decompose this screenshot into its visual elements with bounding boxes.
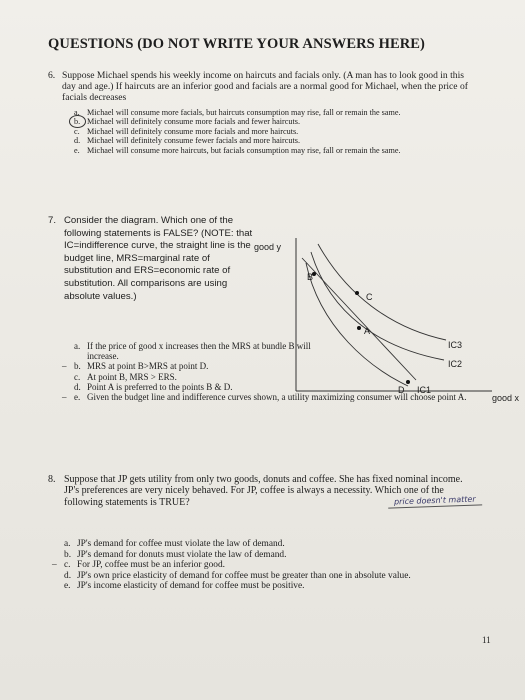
option-list: [74, 108, 468, 156]
ic3-curve: [318, 244, 446, 340]
option-text: JP's demand for coffee must violate the law of demand.: [77, 539, 285, 549]
option-letter: c.: [64, 560, 71, 571]
option-text: For JP, coffee must be an inferior good.: [77, 560, 225, 571]
option-e: [64, 581, 411, 592]
option-letter: a.: [74, 107, 80, 117]
option-text: Michael will consume more facials, but haircuts consumption may rise, fall or remain the same.: [87, 107, 401, 117]
option-text: Given the budget line and indifference curves shown, a utility maximizing consumer will choose point A.: [87, 392, 467, 403]
circled-option-letter: b.: [74, 117, 81, 127]
option-text: JP's own price elasticity of demand for coffee must be greater than one in absolute value.: [77, 570, 411, 581]
option-text: At point B, MRS > ERS.: [87, 371, 177, 382]
point-d-marker: [406, 380, 410, 384]
option-e: [74, 146, 468, 156]
option-letter: b.: [64, 549, 72, 560]
handwritten-note: price doesn't matter: [393, 494, 476, 507]
option-text: Michael will definitely consume more facials and more haircuts.: [87, 126, 299, 136]
question-6: [48, 70, 468, 156]
point-a-marker: [357, 326, 361, 330]
option-b: [62, 361, 334, 372]
option-letter: c.: [74, 371, 81, 382]
option-letter: a.: [74, 341, 81, 351]
option-c: [52, 560, 411, 571]
question-stem: Consider the diagram. Which one of the following statements is FALSE? (NOTE: that IC=indifference curve, the straight line is the budget line, MRS=marginal rate of substitution and ERS=economic rate of substitution. All comparisons are using absolute values.): [64, 215, 253, 302]
point-a-label: A: [364, 326, 371, 336]
point-c-label: C: [366, 292, 373, 302]
answer-dash-mark: –: [62, 361, 67, 372]
option-a: [74, 341, 334, 361]
x-axis-label: good x: [492, 393, 520, 403]
option-b: [64, 550, 411, 561]
option-a: [64, 539, 411, 550]
question-number: 8.: [48, 474, 56, 485]
option-letter: e.: [74, 145, 80, 155]
option-text: JP's income elasticity of demand for coffee must be positive.: [77, 581, 305, 592]
question-7: [48, 215, 258, 303]
option-text: MRS at point B>MRS at point D.: [87, 361, 209, 372]
page-number: 11: [482, 635, 491, 645]
point-c-marker: [355, 291, 359, 295]
option-letter: e.: [64, 581, 71, 592]
point-d-label: D: [398, 385, 405, 395]
option-text: Michael will definitely consume fewer facials and more haircuts.: [87, 136, 301, 146]
option-text: JP's demand for donuts must violate the law of demand.: [77, 549, 287, 560]
option-letter: a.: [64, 539, 71, 549]
ic1-label: IC1: [417, 385, 432, 395]
question-stem: Suppose that JP gets utility from only two goods, donuts and coffee. She has fixed nominal income. JP's preferences are very nicely behaved. For JP, coffee is always a necessity. Which one of the following statements is TRUE?: [64, 474, 463, 508]
option-text: Michael will consume more haircuts, but facials consumption may rise, fall or remain the same.: [87, 145, 401, 155]
option-letter: e.: [74, 392, 81, 403]
answer-dash-mark: –: [62, 392, 67, 403]
option-d: [74, 136, 468, 146]
question-number: 7.: [48, 215, 57, 226]
option-letter: d.: [74, 381, 81, 392]
option-letter: b.: [74, 361, 81, 372]
page-title: QUESTIONS (DO NOT WRITE YOUR ANSWERS HERE): [48, 36, 425, 52]
option-letter: c.: [74, 126, 80, 136]
option-c: [74, 372, 334, 382]
option-d: [74, 382, 257, 392]
option-text: Point A is preferred to the points B & D.: [87, 381, 233, 392]
answer-dash-mark: –: [52, 560, 57, 571]
option-d: [64, 571, 411, 582]
question-number: 6.: [48, 70, 56, 81]
option-text: Michael will definitely consume more facials and fewer haircuts.: [87, 117, 301, 127]
question-8-options: [52, 539, 411, 592]
y-axis-label: good y: [254, 242, 282, 252]
option-c: [74, 127, 468, 137]
ic3-label: IC3: [448, 340, 463, 350]
option-letter: d.: [64, 570, 72, 581]
option-b: [74, 117, 468, 127]
point-b-label: B: [307, 272, 314, 282]
option-a: [74, 108, 468, 118]
option-letter: d.: [74, 136, 81, 146]
option-text: If the price of good x increases then the MRS at bundle B will increase.: [87, 341, 311, 362]
option-e: [62, 392, 477, 403]
question-stem: Suppose Michael spends his weekly income on haircuts and facials only. (A man has to look good in this day and age.) If haircuts are an inferior good and facials are a normal good for Michael, when the price of facials decreases: [62, 70, 468, 104]
ic2-label: IC2: [448, 359, 463, 369]
